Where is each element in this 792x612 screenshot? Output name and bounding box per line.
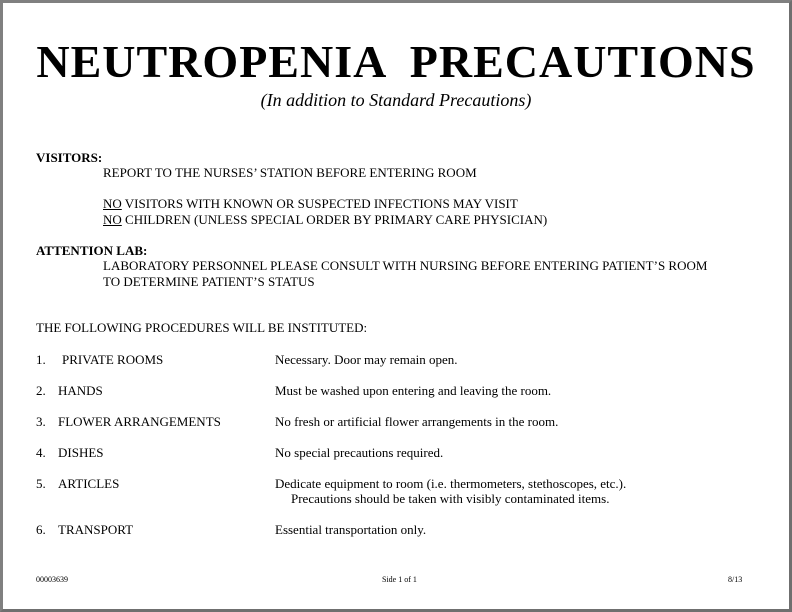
procedure-name: TRANSPORT [58, 522, 134, 537]
no-emphasis: NO [103, 212, 122, 227]
lab-line-consult: LABORATORY PERSONNEL PLEASE CONSULT WITH NURSING BEFORE ENTERING PATIENT’S ROOM [103, 258, 708, 273]
procedure-name: FLOWER ARRANGEMENTS [58, 414, 221, 429]
procedure-description: Must be washed upon entering and leaving the room. [275, 383, 552, 398]
footer-side: Side 1 of 1 [382, 575, 417, 584]
procedures-intro: THE FOLLOWING PROCEDURES WILL BE INSTITUTED: [36, 320, 368, 335]
procedure-description-continued: Precautions should be taken with visibly contaminated items. [291, 491, 610, 506]
visitors-line-no-children [103, 212, 547, 228]
visitors-line-no-children-text: CHILDREN (UNLESS SPECIAL ORDER BY PRIMARY CARE PHYSICIAN) [121, 212, 548, 227]
document-subtitle: (In addition to Standard Precautions) [260, 90, 532, 110]
document-title: NEUTROPENIA PRECAUTIONS [36, 36, 756, 87]
lab-line-status: TO DETERMINE PATIENT’S STATUS [103, 274, 315, 289]
procedure-name: ARTICLES [58, 476, 120, 491]
procedure-description: Essential transportation only. [275, 522, 427, 537]
procedure-name: PRIVATE ROOMS [62, 352, 164, 367]
procedure-name: DISHES [58, 445, 104, 460]
footer-date: 8/13 [728, 575, 743, 584]
no-emphasis: NO [103, 196, 122, 211]
procedure-description: Dedicate equipment to room (i.e. thermometers, stethoscopes, etc.). [275, 476, 627, 491]
visitors-line-no-infections-text: VISITORS WITH KNOWN OR SUSPECTED INFECTIONS MAY VISIT [121, 196, 518, 211]
procedure-number: 4. [36, 445, 46, 460]
procedure-number: 6. [36, 522, 46, 537]
procedure-number: 2. [36, 383, 46, 398]
visitors-line-report: REPORT TO THE NURSES’ STATION BEFORE ENTERING ROOM [103, 165, 477, 180]
procedure-description: Necessary. Door may remain open. [275, 352, 458, 367]
footer-doc-number: 00003639 [36, 575, 68, 584]
procedure-number: 5. [36, 476, 46, 491]
lab-heading: ATTENTION LAB: [36, 243, 148, 258]
procedure-number: 3. [36, 414, 46, 429]
procedure-description: No fresh or artificial flower arrangements in the room. [275, 414, 559, 429]
procedure-number: 1. [36, 352, 46, 367]
procedure-name: HANDS [58, 383, 103, 398]
visitors-line-no-infections [103, 196, 518, 212]
visitors-heading: VISITORS: [36, 150, 103, 165]
procedure-description: No special precautions required. [275, 445, 444, 460]
